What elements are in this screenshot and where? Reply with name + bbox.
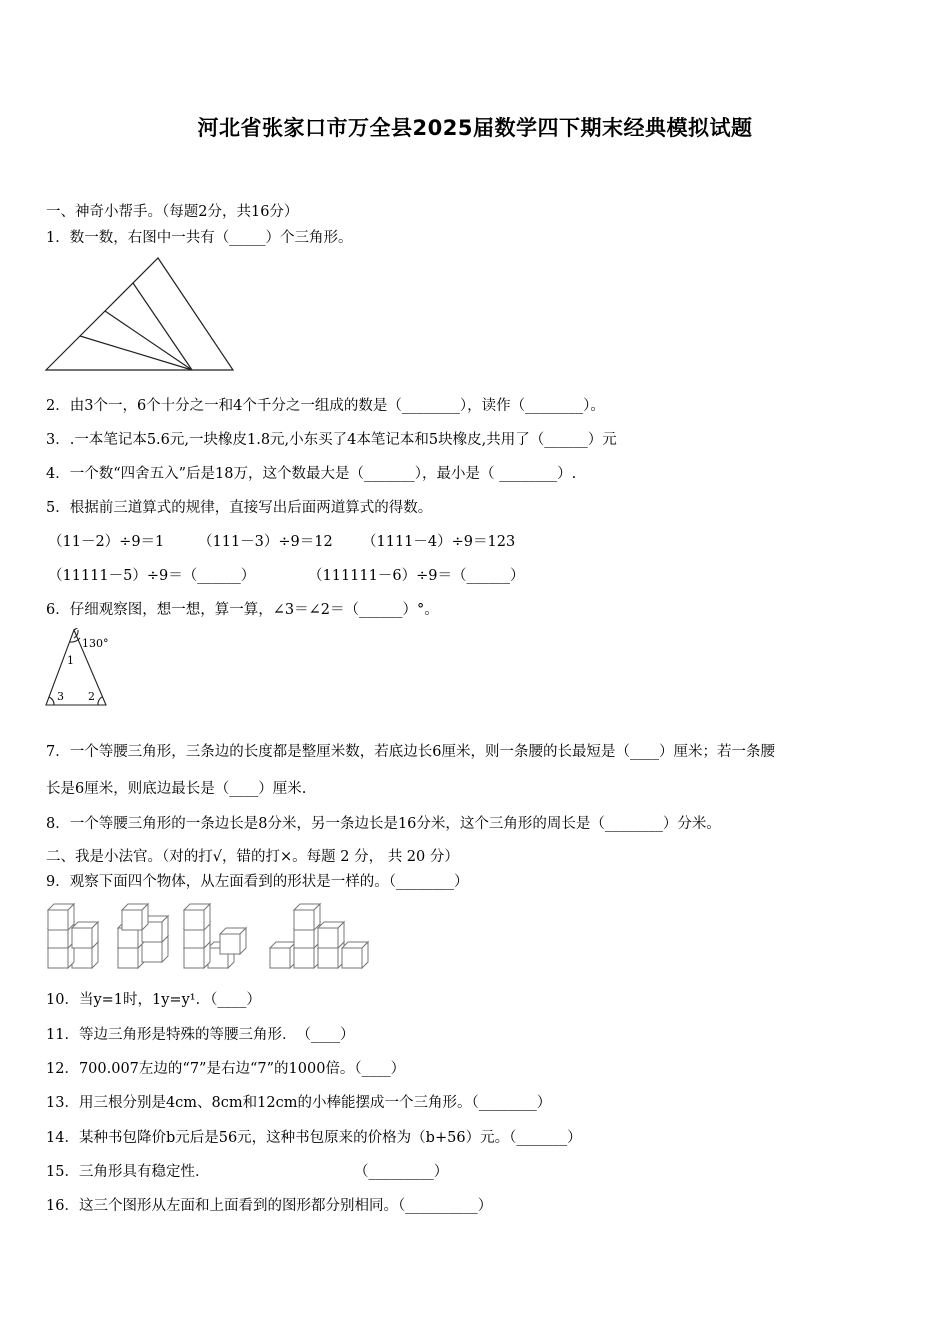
question-4: 4．一个数“四舍五入”后是18万，这个数最大是（_______），最小是（ ________）. [46, 466, 577, 482]
equation-blank: （11111－5）÷9＝（______） [48, 568, 256, 584]
page-title: 河北省张家口市万全县2025届数学四下期末经典模拟试题 [197, 116, 753, 140]
question-13: 13．用三根分别是4cm、8cm和12cm的小棒能摆成一个三角形。（________） [46, 1095, 552, 1111]
question-16: 16．这三个图形从左面和上面看到的图形都分别相同。（__________） [46, 1198, 493, 1214]
angle-label: 3 [57, 690, 64, 703]
question-10: 10．当y=1时，1y=y¹．（____） [46, 992, 261, 1008]
question-12: 12．700.007左边的“7”是右边“7”的1000倍。（____） [46, 1061, 406, 1077]
question-1: 1．数一数，右图中一共有（_____）个三角形。 [46, 230, 353, 246]
section-1-heading: 一、神奇小帮手。（每题2分，共16分） [46, 204, 299, 220]
inner-segment [80, 336, 192, 370]
question-8: 8．一个等腰三角形的一条边长是8分米，另一条边长是16分米，这个三角形的周长是（________）分米。 [46, 816, 721, 832]
question-6: 6．仔细观察图，想一想，算一算，∠3＝∠2＝（______）°。 [46, 602, 439, 618]
question-15: 15．三角形具有稳定性． [46, 1164, 210, 1180]
angle-triangle-figure [44, 628, 124, 710]
question-2: 2．由3个一，6个十分之一和4个千分之一组成的数是（________），读作（________）。 [46, 398, 605, 414]
angle-label: 130° [82, 637, 109, 650]
question-14: 14．某种书包降价b元后是56元，这种书包原来的价格为（b+56）元。（_______） [46, 1130, 582, 1146]
equation: （111－3）÷9＝12 [198, 534, 333, 550]
section-2-heading: 二、我是小法官。（对的打√，错的打×。每题 2 分， 共 20 分） [46, 849, 459, 865]
inner-segment [105, 311, 192, 370]
question-9: 9．观察下面四个物体，从左面看到的形状是一样的。（________） [46, 874, 469, 890]
question-7-continued: 长是6厘米，则底边最长是（____）厘米. [46, 781, 307, 797]
question-15-blank: （_________） [354, 1164, 449, 1180]
question-5: 5．根据前三道算式的规律，直接写出后面两道算式的得数。 [46, 500, 433, 516]
cube-objects-figure [44, 902, 374, 974]
question-7: 7．一个等腰三角形，三条边的长度都是整厘米数，若底边长6厘米，则一条腰的长最短是（____）厘米；若一条腰 [46, 744, 775, 760]
question-11: 11．等边三角形是特殊的等腰三角形． （____） [46, 1027, 355, 1043]
equation: （1111－4）÷9＝123 [362, 534, 516, 550]
outer-triangle [46, 258, 233, 370]
triangle-count-figure [44, 256, 236, 374]
question-3: 3．.一本笔记本5.6元,一块橡皮1.8元,小东买了4本笔记本和5块橡皮,共用了（______）元 [46, 432, 617, 448]
equation-blank: （111111－6）÷9＝（______） [308, 568, 525, 584]
angle-label: 2 [88, 690, 95, 703]
equation: （11－2）÷9＝1 [48, 534, 165, 550]
angle-label: 1 [67, 654, 74, 667]
